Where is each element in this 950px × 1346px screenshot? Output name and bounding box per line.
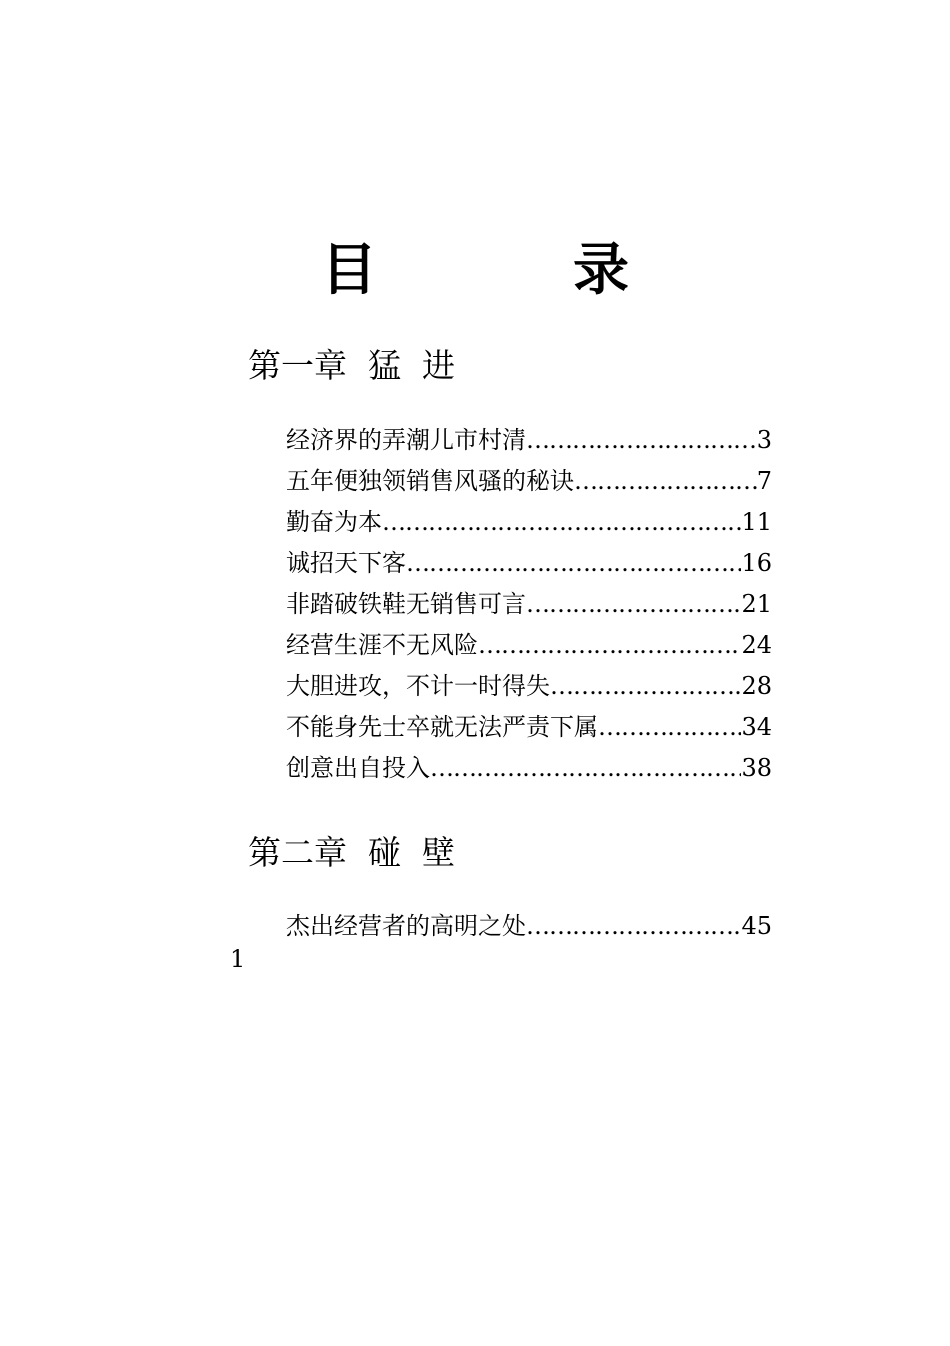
toc-entry-page: 11 <box>741 508 772 536</box>
toc-leader-dots <box>526 420 757 461</box>
toc-leader-dots <box>406 543 741 584</box>
toc-entry[interactable] <box>286 584 772 625</box>
toc-leader-dots <box>382 502 741 543</box>
toc-leader-dots <box>574 461 757 502</box>
toc-entry-label: 创意出自投入 <box>286 754 430 782</box>
toc-entry-label: 不能身先士卒就无法严责下属 <box>286 713 598 741</box>
toc-entry[interactable] <box>286 748 772 789</box>
toc-leader-dots <box>478 625 741 666</box>
toc-entry[interactable] <box>286 625 772 666</box>
toc-leader-dots <box>526 906 741 947</box>
page-number: 1 <box>230 945 246 973</box>
toc-entry-label: 经济界的弄潮儿市村清 <box>286 426 526 454</box>
toc-entry-page: 16 <box>741 549 772 577</box>
toc-entry-page: 3 <box>756 426 772 454</box>
toc-leader-dots <box>526 584 741 625</box>
toc-entry-page: 34 <box>741 713 772 741</box>
toc-entry[interactable] <box>286 543 772 584</box>
toc-entry-page: 45 <box>741 912 772 940</box>
toc-entry[interactable] <box>286 906 772 947</box>
toc-leader-dots <box>430 748 741 789</box>
toc-entry-page: 28 <box>741 672 772 700</box>
chapter-heading-2: 第二章 碰 壁 <box>248 833 455 872</box>
toc-entry-label: 杰出经营者的高明之处 <box>286 912 526 940</box>
toc-entry-label: 诚招天下客 <box>286 549 406 577</box>
toc-entry-page: 38 <box>741 754 772 782</box>
toc-entry[interactable] <box>286 461 772 502</box>
toc-entry[interactable] <box>286 420 772 461</box>
chapter-1-entries <box>286 420 772 789</box>
chapter-2-entries <box>286 906 772 947</box>
toc-entry-label: 大胆进攻，不计一时得失 <box>286 672 550 700</box>
toc-leader-dots <box>598 707 741 748</box>
toc-leader-dots <box>550 666 741 707</box>
toc-entry[interactable] <box>286 707 772 748</box>
toc-entry-page: 24 <box>741 631 772 659</box>
toc-entry-page: 21 <box>741 590 772 618</box>
toc-entry-page: 7 <box>756 467 772 495</box>
toc-entry[interactable] <box>286 502 772 543</box>
toc-entry-label: 经营生涯不无风险 <box>286 631 478 659</box>
toc-entry[interactable] <box>286 666 772 707</box>
chapter-heading-1: 第一章 猛 进 <box>248 346 455 385</box>
toc-entry-label: 勤奋为本 <box>286 508 382 536</box>
toc-entry-label: 非踏破铁鞋无销售可言 <box>286 590 526 618</box>
toc-entry-label: 五年便独领销售风骚的秘诀 <box>286 467 574 495</box>
toc-title: 目 录 <box>321 237 699 303</box>
